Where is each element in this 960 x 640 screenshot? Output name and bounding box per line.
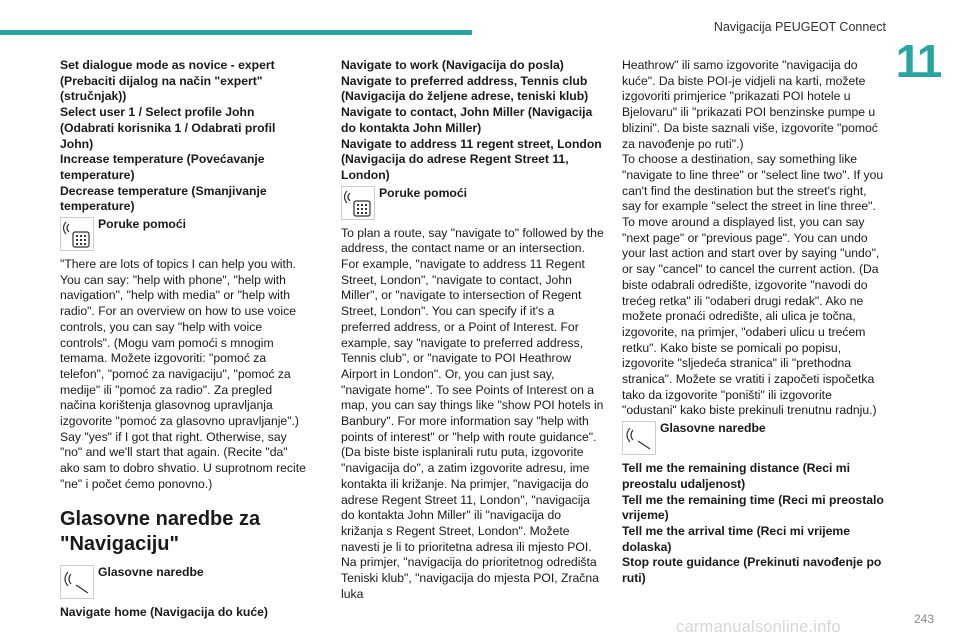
column-1 [60, 58, 308, 620]
voice-commands-list: Set dialogue mode as novice - expert (Prebaciti dijalog na način "expert" (stručnjak)) Select user 1 / Select profile John (Odabrati korisnika 1 / Odabrati profil John) Increase temperature (Povećavanje temperature) Decrease temperature (Smanjivanje temperature) [60, 58, 276, 214]
running-header: Navigacija PEUGEOT Connect [713, 20, 886, 34]
help-messages-heading [60, 217, 308, 251]
voice-commands-label: Glasovne naredbe [660, 421, 766, 436]
help-messages-label: Poruke pomoći [379, 185, 468, 200]
voice-commands-heading [60, 565, 308, 599]
page-number: 243 [913, 612, 934, 626]
voice-commands-heading [622, 421, 888, 455]
help-messages-heading [341, 186, 605, 220]
chapter-number: 11 [895, 35, 941, 87]
help-message-text: "There are lots of topics I can help you with. You can say: "help with phone", "help with navigation", "help with media" or "help with radio". For an overview on how to use voice controls, you can say "help with voice controls". (Mogu vam pomoći s mnogim temama. Možete izgovoriti: "pomoć za telefon", "pomoć za navigaciju", "pomoć za medije" ili "pomoć za radio". Za pregled načina korištenja glasovnog upravljanja izgovorite "pomoć za glasovno upravljanje".) Say "yes" if I got that right. Otherwise, say "no" and we'll start that again. (Recite "da" ako sam to dobro shvatio. U suprotnom recite "ne" i počet ćemo ponovno.) [60, 257, 306, 491]
voice-commands-list: Navigate to work (Navigacija do posla) Navigate to preferred address, Tennis club (Navigacija do željene adrese, teniski klub) Navigate to contact, John Miller (Navigacija do kontakta John Miller) Navigate to address 11 regent street, London (Navigacija do adrese Regent Street 11, London) [341, 58, 602, 182]
column-3 [622, 58, 888, 587]
watermark: carmanualsonline.info [676, 618, 841, 636]
voice-commands-list: Tell me the remaining distance (Reci mi preostalu udaljenost) Tell me the remaining time (Reci mi preostalo vrijeme) Tell me the arrival time (Reci mi vrijeme dolaska) Stop route guidance (Prekinuti navođenje po ruti) [622, 461, 884, 586]
voice-keypad-icon [60, 217, 94, 251]
section-title: Glasovne naredbe za "Navigaciju" [60, 507, 261, 555]
voice-icon [622, 421, 656, 455]
help-message-text: Heathrow" ili samo izgovorite "navigacija do kuće". Da biste POI-je vidjeli na karti, možete izgovoriti primjerice "prikazati POI hotele u Bjelovaru" ili "prikazati POI benzinske pumpe u blizini". Da biste saznali više, izgovorite "pomoć za navođenje po ruti".) To choose a destination, say something like "navigate to line three" or "select line two". If you can't find the destination but the street's right, say for example "select the street in line three". To move around a displayed list, you can say "next page" or "previous page". You can undo your last action and start over by saying "undo", or say "cancel" to cancel the current action. (Da biste odabrali odredište, izgovorite "navodi do trećeg retka" ili "odaberi drugi redak". Ako ne možete pronaći odredište, ali ulica je točna, izgovorite, na primjer, "odaberi ulicu u trećem retku". Kako biste se pomicali po popisu, izgovorite "sljedeća stranica" ili "prethodna stranica". Možete se vratiti i započeti ispočetka tako da izgovorite "poništi" ili izgovorite "odustani" kako biste prekinuli trenutnu radnju.) [622, 58, 884, 418]
help-messages-label: Poruke pomoći [98, 217, 187, 232]
voice-keypad-icon [341, 186, 375, 220]
header-accent-bar [0, 30, 472, 35]
voice-icon [60, 565, 94, 599]
help-message-text: To plan a route, say "navigate to" followed by the address, the contact name or an intersection. For example, "navigate to address 11 Regent Street, London", "navigate to contact, John Miller", or "navigate to intersection of Regent Street, London". You can specify if it's a preferred address, or a Point of Interest. For example, say "navigate to preferred address, Tennis club", or "navigate to POI Heathrow Airport in London". Or, you can just say, "navigate home". To see Points of Interest on a map, you can say things like "show POI hotels in Banbury". For more information say "help with points of interest" or "help with route guidance". (Da biste biste isplanirali rutu puta, izgovorite "navigacija do", a zatim izgovorite adresu, ime kontakta ili križanje. Na primjer, "navigacija do adrese Regent Street 11, London", "navigacija do kontakta John Miller" ili "navigacija do križanja s Regent Street, London". Možete navesti je li to prioritetna adresa ili mjesto POI. Na primjer, "navigacija do prioritetnog odredišta Teniski klub", "navigacija do mjesta POI, Zračna luka [341, 225, 604, 601]
voice-commands-label: Glasovne naredbe [98, 564, 204, 579]
column-2 [341, 58, 605, 603]
voice-command-item: Navigate home (Navigacija do kuće) [60, 604, 268, 619]
